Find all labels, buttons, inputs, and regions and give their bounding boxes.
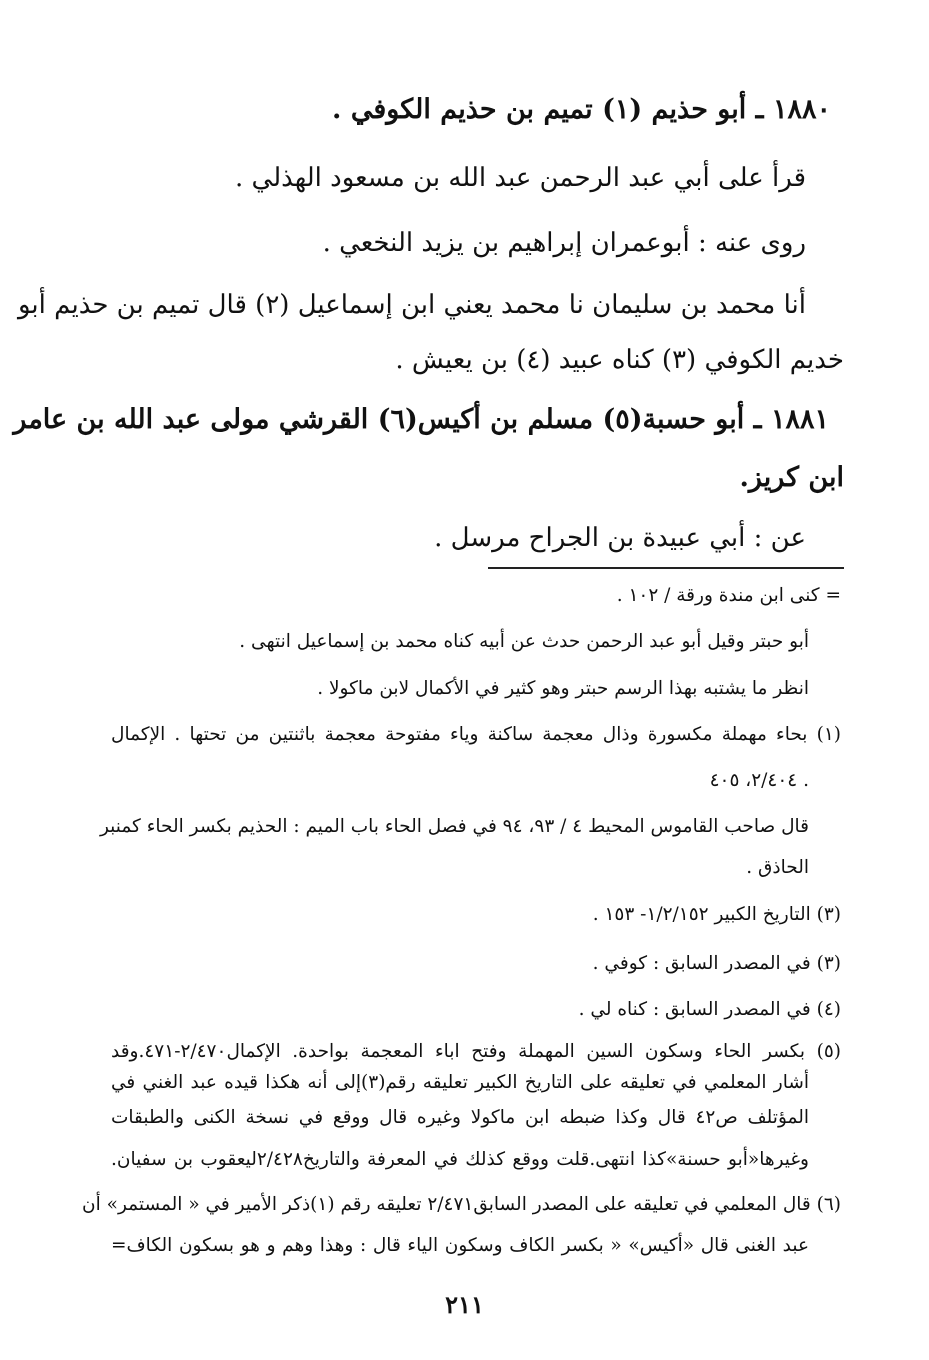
footnote-3b: (٣) في المصدر السابق : كوفي . [592,953,841,974]
footnote-line: ٢/٤٠٤، ٤٠٥ . [709,770,809,791]
entry-line: روى عنه : أبوعمران إبراهيم بن يزيد النخعي . [322,228,806,258]
entry-heading-1881: ١٨٨١ ـ أبو حسبة(٥) مسلم بن أكيس(٦) القرشي مولى عبد الله بن عامر [13,404,829,435]
footnote-5: (٥) بكسر الحاء وسكون السين المهملة وفتح اباء المعجمة بواحدة. الإكمال٢/٤٧٠-٤٧١.وقد [111,1041,841,1062]
entry-line: قرأ على أبي عبد الرحمن عبد الله بن مسعود الهذلي . [235,163,806,193]
footnote-1: (١) بحاء مهملة مكسورة وذال معجمة ساكنة وياء مفتوحة معجمة باثنتين من تحتها . الإكمال [111,724,841,745]
footnote-line: وغيرها«أبو حسنة»كذا انتهى.قلت ووقع كذلك في المعرفة والتاريخ٢/٤٢٨ليعقوب بن سفيان. [111,1149,809,1170]
footnote-line: قال صاحب القاموس المحيط ٤ / ٩٣، ٩٤ في فصل الحاء باب الميم : الحذيم بكسر الحاء كمنبر [99,816,809,837]
footnote-separator [488,567,844,569]
entry-line: عن : أبي عبيدة بن الجراح مرسل . [434,523,806,553]
footnote-3a: (٣) التاريخ الكبير ١/٢/١٥٢- ١٥٣ . [592,904,841,925]
footnote-line: انظر ما يشتبه بهذا الرسم حبتر وهو كثير في الأكمال لابن ماكولا . [317,678,809,699]
footnote-line: أبو حبتر وقيل أبو عبد الرحمن حدث عن أبيه كناه محمد بن إسماعيل انتهى . [239,631,809,652]
footnote-line: أشار المعلمي في تعليقه على التاريخ الكبير تعليقه رقم(٣)إلى أنه هكذا قيده عبد الغني في [111,1072,809,1093]
footnote-6: (٦) قال المعلمي في تعليقه على المصدر السابق٢/٤٧١ تعليقه رقم (١)ذكر الأمير في « المستمر» أن [82,1194,841,1215]
footnote-line: الحاذق . [746,857,809,878]
entry-heading-1881-cont: ابن كريز. [739,462,844,493]
entry-line: أنا محمد بن سليمان نا محمد يعني ابن إسماعيل (٢) قال تميم بن حذيم أبو [18,290,806,320]
footnote-line: عبد الغنى قال «أكيس» « بكسر الكاف وسكون الياء قال : وهذا وهم و هو بسكون الكاف= [111,1235,809,1256]
entry-line: خديم الكوفي (٣) كناه عبيد (٤) بن يعيش . [395,345,844,375]
footnote-line: المؤتلف ص٤٢ قال وكذا ضبطه ابن ماكولا وغيره قال ووقع في نسخة الكنى والطبقات [111,1107,809,1128]
footnote-4: (٤) في المصدر السابق : كناه لي . [578,999,841,1020]
page-number: ٢١١ [445,1290,484,1319]
footnote-line: = كنى ابن مندة ورقة / ١٠٢ . [616,585,841,606]
entry-heading-1880: ١٨٨٠ ـ أبو حذيم (١) تميم بن حذيم الكوفي . [332,94,831,125]
